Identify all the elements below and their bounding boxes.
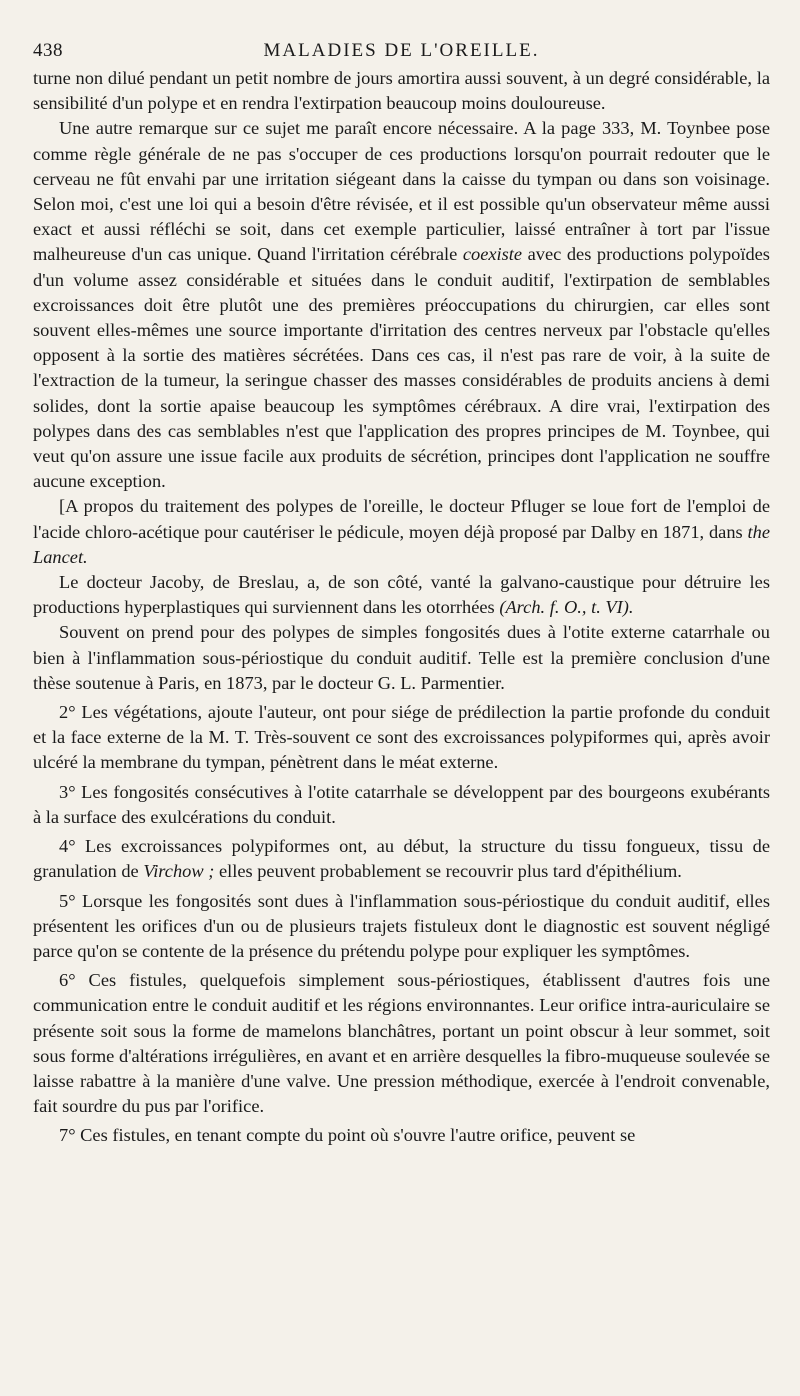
paragraph-text: avec des productions polypoïdes d'un volume assez considérable et situées dans le conduit auditif, l'extirpation de semblables excroissances doit être plutôt une des premières préoccupations du chirurgien, car elles sont souvent elles-mêmes une source importante d'irritation des centres nerveux par l'obstacle qu'elles opposent à la sortie des matières sécrétées. Dans ces cas, il n'est pas rare de voir, à la suite de l'extraction de la tumeur, la seringue chasser des masses considérables de produits anciens à demi solides, dont la sortie apaise beaucoup les symptômes cérébraux. A dire vrai, l'extirpation des polypes dans des cas semblables n'est que l'application des propres principes de M. Toynbee, qui veut qu'on assure une issue facile aux produits de sécrétion, principes dont l'application ne souffre aucune exception. [33,244,770,492]
list-item-4 [33,834,770,884]
running-title: MALADIES DE L'OREILLE. [263,40,540,61]
page-header [33,34,770,66]
italic-citation: (Arch. f. O., t. VI). [499,597,634,618]
paragraph-text: 4° Les excroissances polypiformes ont, au début, la structure du tissu fongueux, tissu de granulation de [33,836,770,882]
paragraph-text: elles peuvent probablement se recouvrir plus tard d'épithélium. [218,861,682,882]
italic-name: Virchow ; [143,861,215,882]
list-item-3: 3° Les fongosités consécutives à l'otite catarrhale se développent par des bourgeons exubérants à la surface des exulcérations du conduit. [33,781,770,827]
italic-term: coexiste [462,244,523,265]
paragraph-pfluger [33,494,770,570]
body-text [33,66,770,1149]
list-item-7: 7° Ces fistules, en tenant compte du point où s'ouvre l'autre orifice, peuvent se [59,1125,636,1146]
paragraph-parmentier: Souvent on prend pour des polypes de simples fongosités dues à l'otite externe catarrhale ou bien à l'inflammation sous-périostique du conduit auditif. Telle est la première conclusion d'une thèse soutenue à Paris, en 1873, par le docteur G. L. Parmentier. [33,622,770,693]
list-item-5: 5° Lorsque les fongosités sont dues à l'inflammation sous-périostique du conduit auditif, elles présentent les orifices d'un ou de plusieurs trajets fistuleux dont le diagnostic est souvent négligé parce qu'on se contente de la présence du prétendu polype pour expliquer les symptômes. [33,890,770,961]
list-item-6: 6° Ces fistules, quelquefois simplement sous-périostiques, établissent d'autres fois une communication entre le conduit auditif et les régions environnantes. Leur orifice intra-auriculaire se présente soit sous la forme de mamelons blanchâtres, portant un point obscur à leur sommet, soit sous forme d'altérations irrégulières, en avant et en arrière desquelles la fibro-muqueuse soulevée se laisse rabattre à la manière d'une valve. Une pression méthodique, exercée à l'endroit convenable, fait sourdre du pus par l'orifice. [33,970,770,1117]
list-item-2: 2° Les végétations, ajoute l'auteur, ont pour siége de prédilection la partie profonde du conduit et la face externe de la M. T. Très-souvent ce sont des excroissances polypiformes qui, après avoir ulcéré la membrane du tympan, pénètrent dans le méat externe. [33,702,770,773]
paragraph-jacoby [33,570,770,620]
paragraph-text: Le docteur Jacoby, de Breslau, a, de son côté, vanté la galvano-caustique pour détruire les productions hyperplastiques qui surviennent dans les otorrhées [33,572,770,618]
italic-citation: the Lancet. [33,521,770,567]
paragraph-toynbee-remark [33,116,770,494]
paragraph-text: Une autre remarque sur ce sujet me paraît encore nécessaire. A la page 333, M. Toynbee pose comme règle générale de ne pas s'occuper de ces productions lorsqu'on pourrait redouter que le cerveau ne fût envahi par une irritation siégeant dans la caisse du tympan ou dans son voisinage. Selon moi, c'est une loi qui a besoin d'être révisée, et il est possible qu'un observateur même aussi exact et aussi réfléchi se soit, dans cet exemple particulier, laissé entraîner à tort par l'issue malheureuse d'un cas unique. Quand l'irritation cérébrale [33,118,770,265]
paragraph-text: [A propos du traitement des polypes de l'oreille, le docteur Pfluger se loue fort de l'emploi de l'acide chloro-acétique pour cautériser le pédicule, moyen déjà proposé par Dalby en 1871, dans [33,496,770,542]
page-number: 438 [33,40,63,61]
paragraph-continuation: turne non dilué pendant un petit nombre de jours amortira aussi souvent, à un degré considérable, la sensibilité d'un polype et en rendra l'extirpation beaucoup moins douloureuse. [33,68,770,114]
